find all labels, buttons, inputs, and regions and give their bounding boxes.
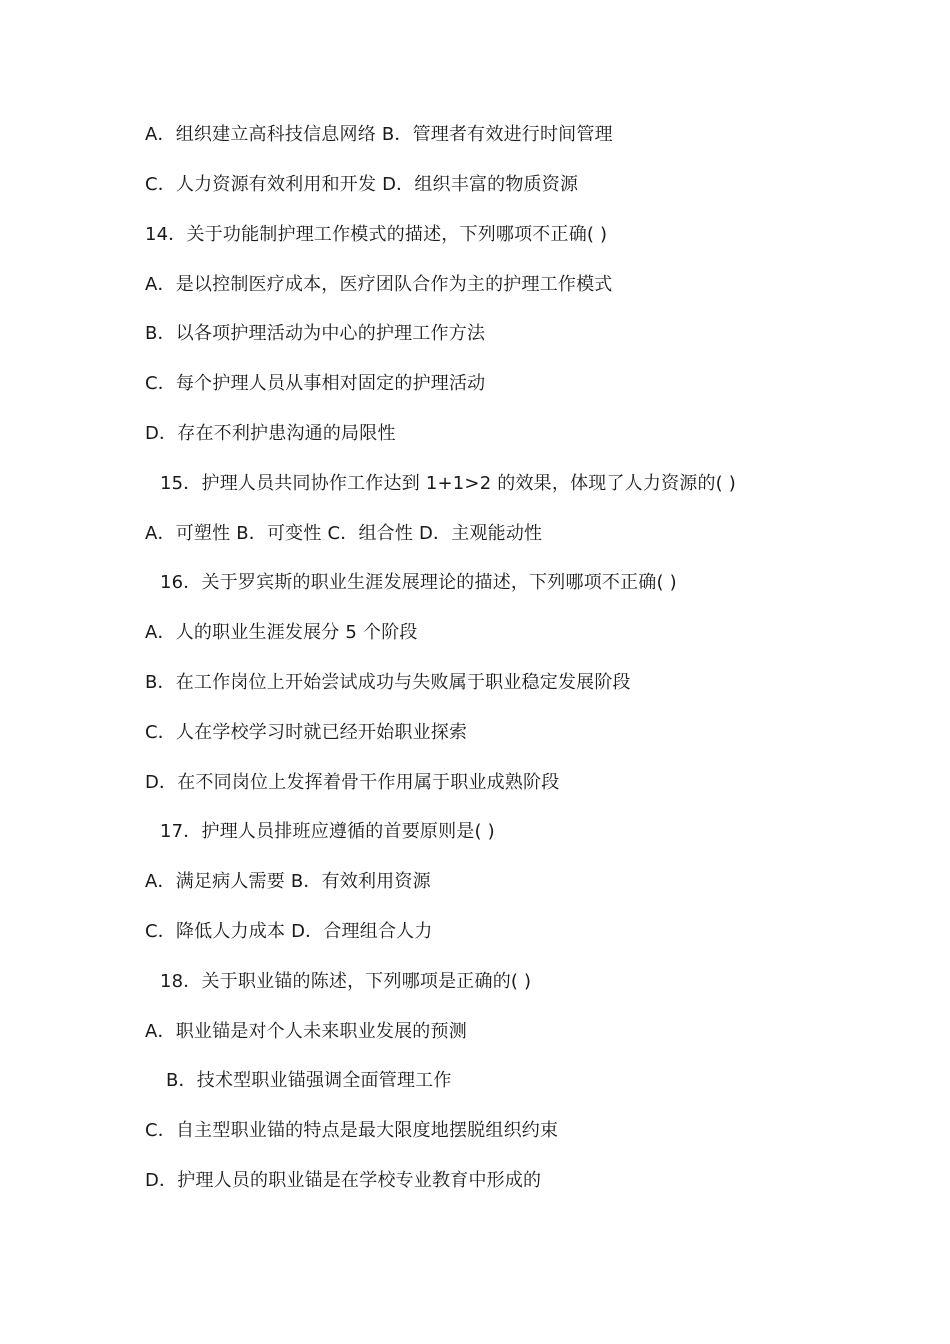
q15-question: 15．护理人员共同协作工作达到 1+1>2 的效果，体现了人力资源的( ) [160,473,737,494]
q13-option-cd: C．人力资源有效利用和开发 D．组织丰富的物质资源 [145,174,579,195]
q14-option-b: B．以各项护理活动为中心的护理工作方法 [145,323,486,344]
q18-option-b: B．技术型职业锚强调全面管理工作 [166,1070,452,1091]
q16-option-b: B．在工作岗位上开始尝试成功与失败属于职业稳定发展阶段 [145,672,631,693]
q17-option-ab: A．满足病人需要 B．有效利用资源 [145,871,431,892]
q13-option-ab: A．组织建立高科技信息网络 B．管理者有效进行时间管理 [145,124,613,145]
q14-option-d: D．存在不利护患沟通的局限性 [145,423,396,444]
q16-option-a: A．人的职业生涯发展分 5 个阶段 [145,622,418,643]
q18-question: 18．关于职业锚的陈述，下列哪项是正确的( ) [160,971,532,992]
q18-option-a: A．职业锚是对个人未来职业发展的预测 [145,1021,467,1042]
q16-option-d: D．在不同岗位上发挥着骨干作用属于职业成熟阶段 [145,772,560,793]
q14-option-a: A．是以控制医疗成本，医疗团队合作为主的护理工作模式 [145,274,613,295]
q16-question: 16．关于罗宾斯的职业生涯发展理论的描述，下列哪项不正确( ) [160,572,677,593]
q18-option-c: C．自主型职业锚的特点是最大限度地摆脱组织约束 [145,1120,559,1141]
q14-question: 14．关于功能制护理工作模式的描述，下列哪项不正确( ) [145,224,608,245]
q14-option-c: C．每个护理人员从事相对固定的护理活动 [145,373,486,394]
q17-option-cd: C．降低人力成本 D．合理组合人力 [145,921,433,942]
q15-options: A．可塑性 B．可变性 C．组合性 D．主观能动性 [145,523,543,544]
q18-option-d: D．护理人员的职业锚是在学校专业教育中形成的 [145,1170,542,1191]
q16-option-c: C．人在学校学习时就已经开始职业探索 [145,722,468,743]
q17-question: 17．护理人员排班应遵循的首要原则是( ) [160,821,495,842]
